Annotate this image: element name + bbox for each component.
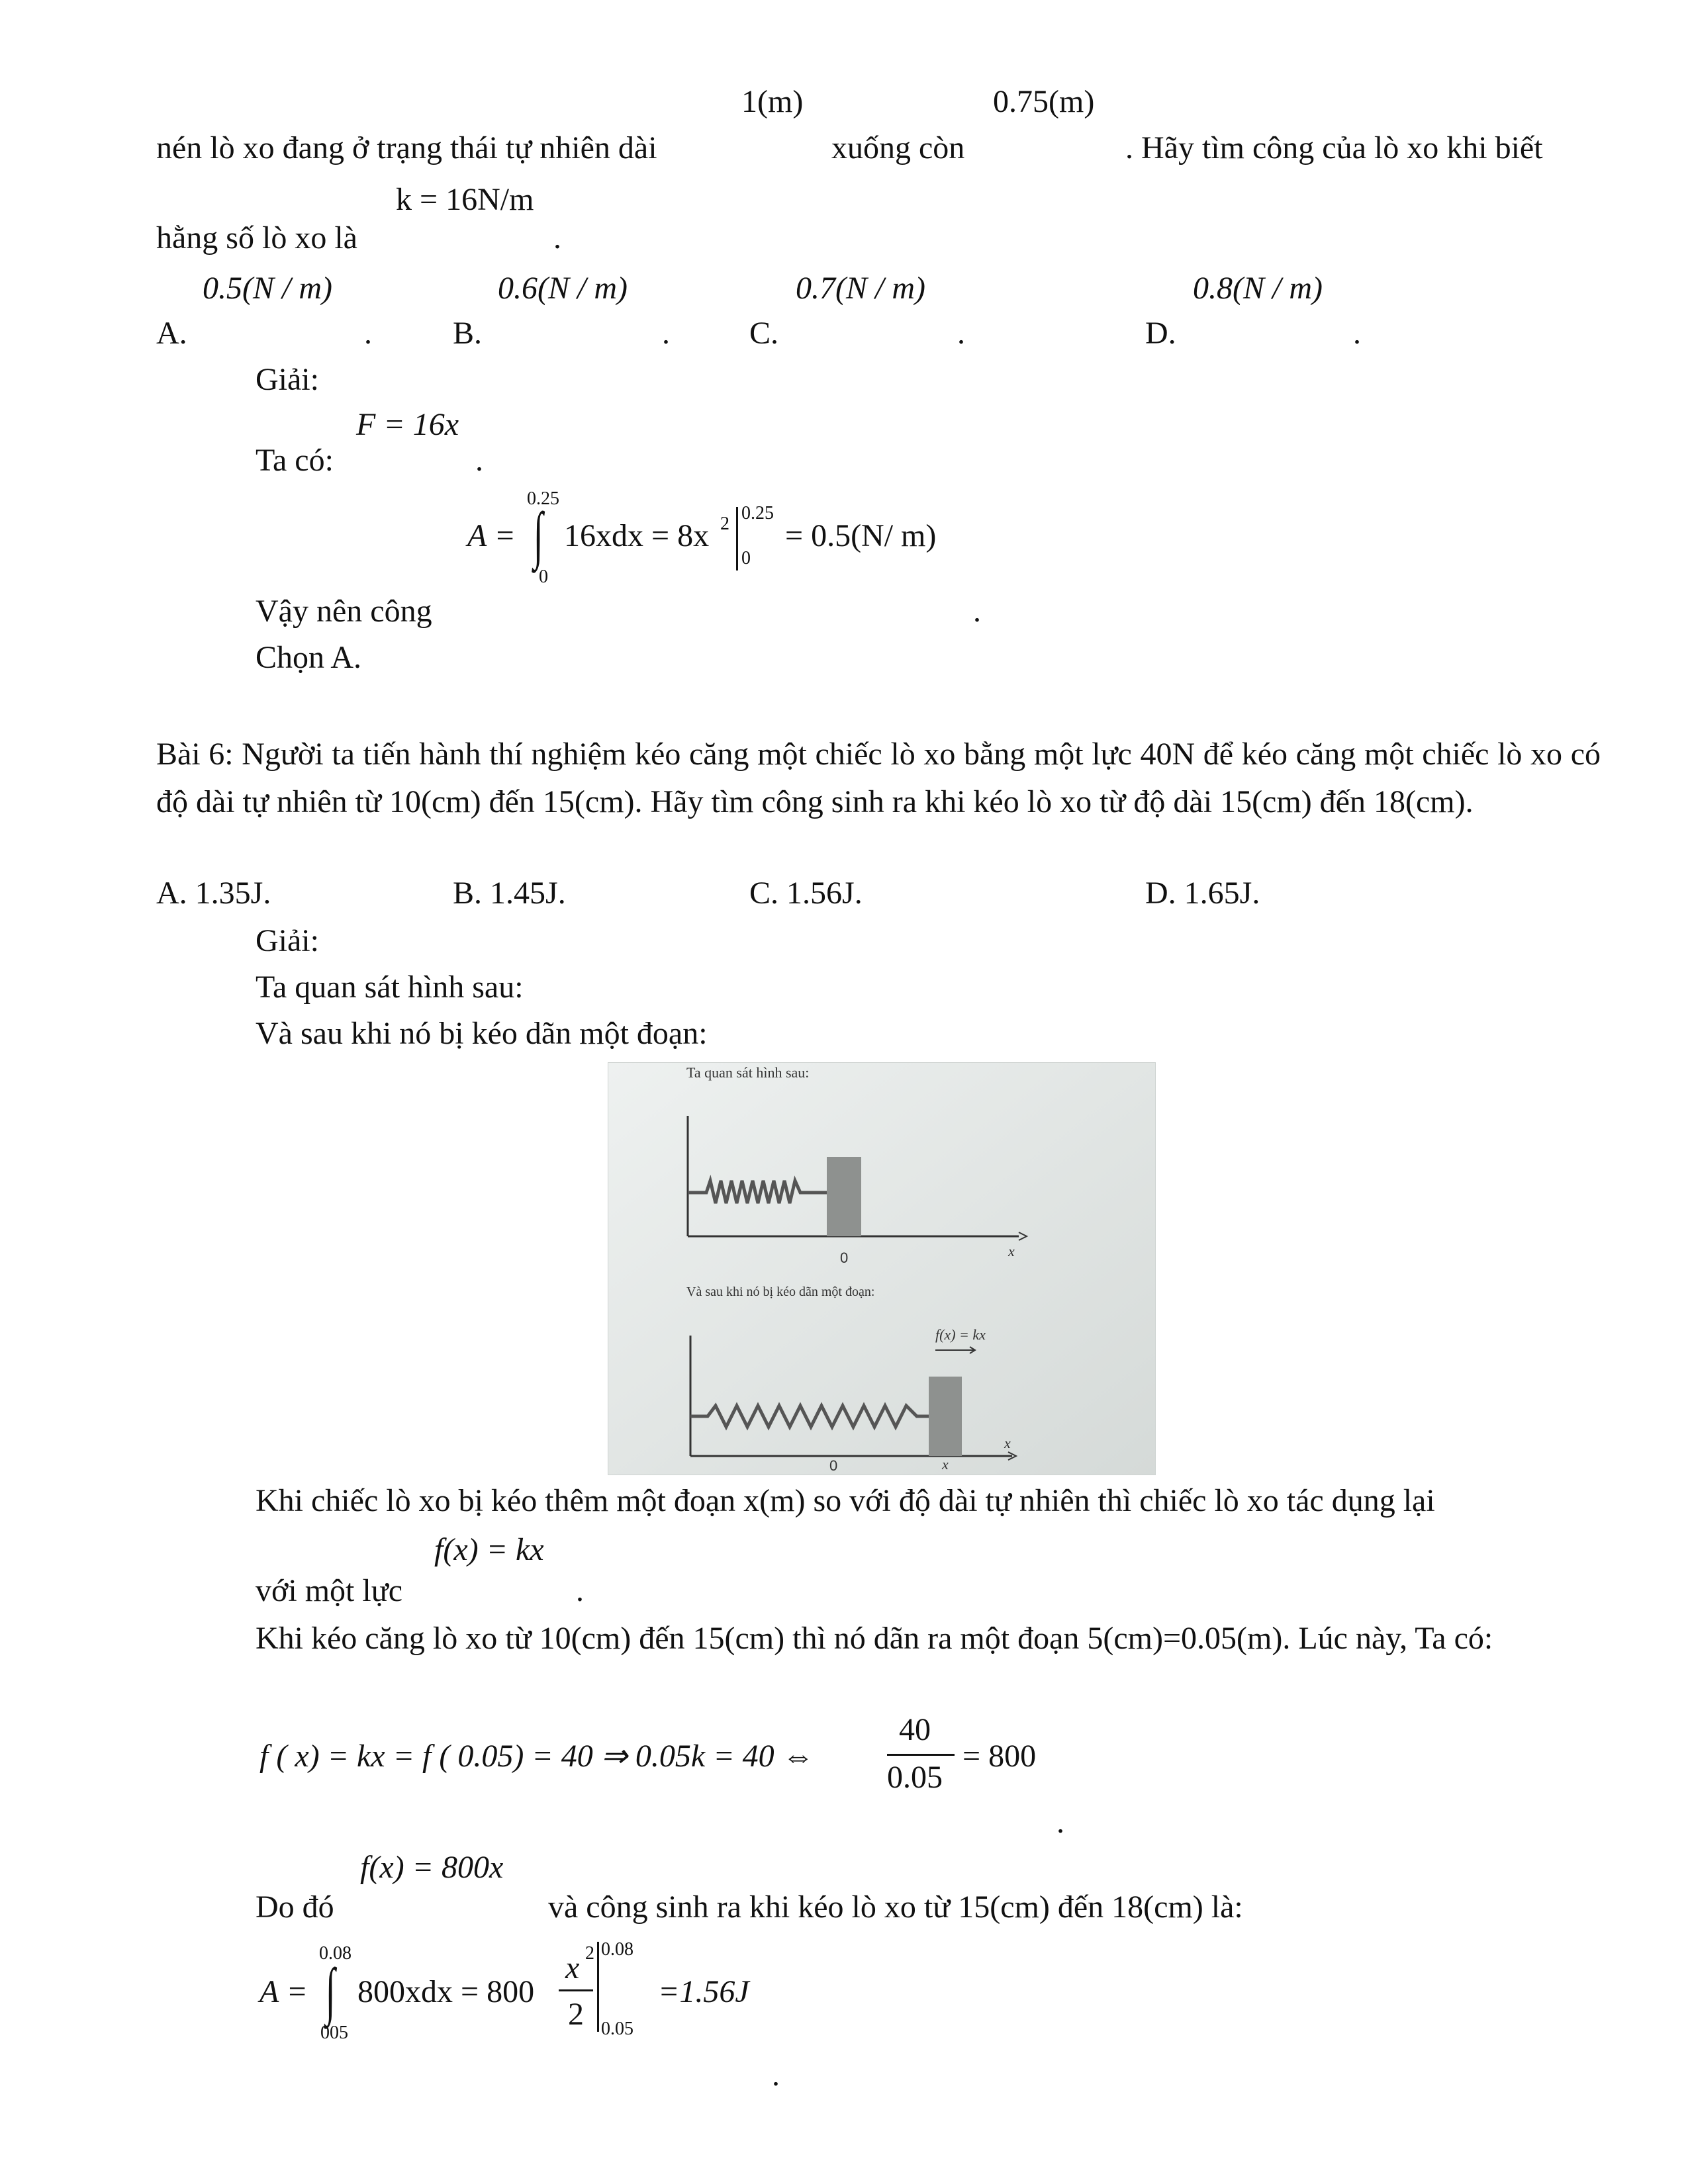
period: . — [576, 1573, 584, 1608]
integrand2: 800xdx = 800 — [357, 1974, 535, 2009]
spring-constant: k = 16N/m — [396, 182, 534, 217]
option-a-label: A. — [156, 316, 187, 351]
bai6-after-text: Và sau khi nó bị kéo dãn một đoạn: — [256, 1016, 708, 1051]
evaluation2-bar — [597, 1942, 599, 2032]
problem-text-line1c: . Hãy tìm công của lò xo khi biết — [1125, 130, 1543, 165]
work-description: và công sinh ra khi kéo lò xo từ 15(cm) đến 18(cm) là: — [548, 1889, 1243, 1925]
figure-caption-2: Và sau khi nó bị kéo dãn một đoạn: — [686, 1285, 875, 1299]
bai6-option-b: B. 1.45J. — [453, 876, 566, 911]
conclusion-text: Vậy nên công — [256, 594, 432, 629]
fraction2-exponent: 2 — [585, 1943, 594, 1964]
integral-sign-icon: ∫ — [534, 499, 543, 570]
integral2-sign-icon: ∫ — [326, 1955, 336, 2026]
option-b-label: B. — [453, 316, 483, 351]
spring-figure-photo — [608, 1062, 1156, 1475]
length-1m: 1(m) — [741, 84, 804, 119]
bai6-solution-heading: Giải: — [256, 923, 319, 958]
block-1 — [827, 1157, 861, 1236]
period: . — [957, 316, 965, 351]
spring-diagram — [608, 1063, 1155, 1475]
solution-heading: Giải: — [256, 362, 319, 397]
eval2-lower-limit: 0.05 — [601, 2019, 633, 2039]
bai6-option-a: A. 1.35J. — [156, 876, 271, 911]
integral2-result: =1.56J — [658, 1974, 749, 2009]
fraction2-denominator: 2 — [568, 1997, 584, 2032]
block-2 — [929, 1377, 962, 1456]
integral-upper-limit: 0.25 — [527, 488, 559, 509]
eval-lower-limit: 0 — [741, 548, 751, 569]
fraction-bar — [887, 1754, 955, 1756]
ta-co-label: Ta có: — [256, 443, 334, 478]
displacement-label: x — [942, 1456, 949, 1473]
period: . — [662, 316, 670, 351]
bai6-observe-text: Ta quan sát hình sau: — [256, 970, 524, 1005]
bai6-option-c: C. 1.56J. — [749, 876, 863, 911]
eval2-upper-limit: 0.08 — [601, 1939, 633, 1960]
axis-label-x-2: x — [1004, 1435, 1011, 1451]
axis-label-x-1: x — [1008, 1243, 1015, 1259]
bai6-text-voi: với một lực — [256, 1573, 403, 1608]
figure-caption-1: Ta quan sát hình sau: — [686, 1064, 810, 1081]
option-b-value: 0.6(N / m) — [498, 271, 628, 306]
do-do-label: Do đó — [256, 1889, 334, 1925]
problem-text-line1a: nén lò xo đang ở trạng thái tự nhiên dài — [156, 130, 657, 165]
option-d-label: D. — [1145, 316, 1176, 351]
bai6-text-khi2: Khi kéo căng lò xo từ 10(cm) đến 15(cm) thì nó dãn ra một đoạn 5(cm)=0.05(m). Lúc này, Ta có: — [256, 1621, 1493, 1656]
force-function-800: f(x) = 800x — [360, 1850, 504, 1885]
period: . — [1056, 1805, 1064, 1840]
problem-text-line2: hằng số lò xo là — [156, 220, 357, 255]
answer-choice: Chọn A. — [256, 640, 362, 675]
option-d-value: 0.8(N / m) — [1193, 271, 1323, 306]
equation-left: f ( x) = kx = f ( 0.05) = 40 ⇒ 0.05k = 40 ⇔ — [259, 1739, 814, 1774]
integrand: 16xdx = 8x — [564, 518, 710, 553]
period: . — [772, 2058, 780, 2093]
integral2-lower-limit: 005 — [320, 2023, 348, 2043]
integral2-upper-limit: 0.08 — [319, 1943, 352, 1964]
work2-A-equals: A = — [259, 1974, 308, 2009]
option-c-label: C. — [749, 316, 779, 351]
period: . — [1353, 316, 1361, 351]
fraction2-numerator: x — [565, 1950, 580, 1985]
equation-right: = 800 — [962, 1739, 1037, 1774]
eval-upper-limit: 0.25 — [741, 503, 774, 523]
force-function: f(x) = kx — [434, 1532, 544, 1567]
integral-lower-limit: 0 — [539, 567, 548, 587]
origin-label-2: 0 — [829, 1457, 838, 1474]
exponent: 2 — [720, 514, 729, 534]
bai6-text-khi1: Khi chiếc lò xo bị kéo thêm một đoạn x(m) so với độ dài tự nhiên thì chiếc lò xo tác dụng lại — [256, 1483, 1435, 1518]
force-label: f(x) = kx — [935, 1326, 986, 1343]
work-A-equals: A = — [467, 518, 516, 553]
bai6-option-d: D. 1.65J. — [1145, 876, 1260, 911]
fraction-denominator: 0.05 — [887, 1760, 943, 1795]
period: . — [475, 443, 483, 478]
fraction2-bar — [559, 1989, 593, 1991]
period: . — [973, 594, 981, 629]
integral-result: = 0.5(N/ m) — [785, 518, 937, 553]
bai6-problem-statement: Bài 6: Người ta tiến hành thí nghiệm kéo căng một chiếc lò xo bằng một lực 40N để kéo căng một chiếc lò xo có độ dài tự nhiên từ 10(cm) đến 15(cm). Hãy tìm công sinh ra khi kéo lò xo từ độ dài 15(cm) đến 18(cm). — [156, 737, 1601, 819]
problem-text-line1b: xuống còn — [831, 130, 965, 165]
fraction-numerator: 40 — [899, 1712, 931, 1747]
option-a-value: 0.5(N / m) — [203, 271, 332, 306]
force-formula: F = 16x — [356, 407, 459, 442]
evaluation-bar — [736, 507, 738, 570]
origin-label-1: 0 — [840, 1250, 849, 1266]
period: . — [364, 316, 372, 351]
option-c-value: 0.7(N / m) — [796, 271, 925, 306]
length-075m: 0.75(m) — [993, 84, 1095, 119]
period: . — [553, 220, 561, 255]
